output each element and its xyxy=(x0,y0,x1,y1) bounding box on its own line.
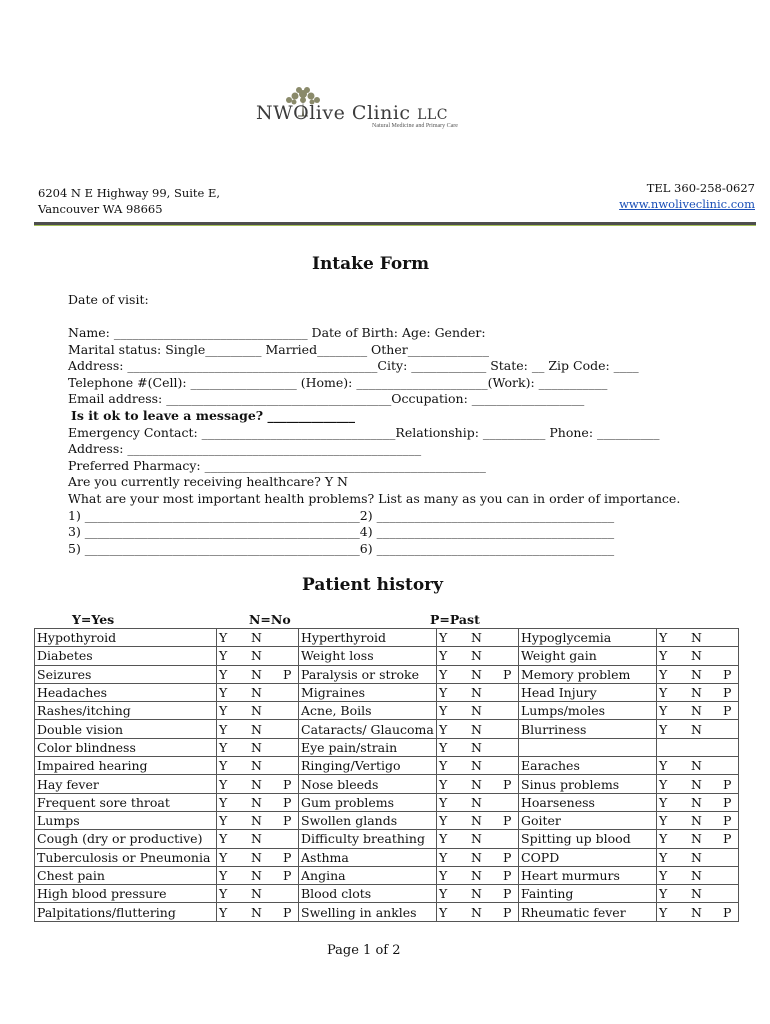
condition-label: Difficulty breathing xyxy=(299,830,437,848)
past-option[interactable]: P xyxy=(723,666,732,682)
past-option[interactable]: P xyxy=(723,685,732,701)
answer-options[interactable] xyxy=(437,885,519,903)
form-line-address[interactable]: Address: ________________________________________City: ____________ State: __ Zip Code: ____ xyxy=(68,358,639,374)
form-line-name[interactable]: Name: _______________________________ Date of Birth: Age: Gender: xyxy=(68,325,486,340)
telephone: TEL 360-258-0627 xyxy=(646,181,755,195)
answer-options[interactable] xyxy=(657,720,739,738)
logo-tagline: Natural Medicine and Primary Care xyxy=(372,123,458,129)
condition-label: Swelling in ankles xyxy=(299,903,437,921)
no-option[interactable]: N xyxy=(471,739,482,755)
past-option[interactable]: P xyxy=(503,868,512,883)
no-option[interactable]: N xyxy=(691,794,702,810)
condition-label: Weight gain xyxy=(519,647,657,665)
form-line-problems-5-6[interactable]: 5) ____________________________________________6) ______________________________________ xyxy=(68,540,615,556)
condition-label: Acne, Boils xyxy=(299,702,437,720)
yes-option[interactable]: Y xyxy=(219,794,228,810)
answer-options[interactable] xyxy=(437,793,519,811)
yes-option[interactable]: Y xyxy=(659,904,668,920)
condition-label: High blood pressure xyxy=(35,885,217,903)
condition-label: Diabetes xyxy=(35,647,217,665)
yes-option[interactable]: Y xyxy=(659,813,668,829)
yes-option[interactable]: Y xyxy=(219,886,228,902)
condition-label: Headaches xyxy=(35,683,217,701)
no-option[interactable]: N xyxy=(251,776,262,792)
no-option[interactable]: N xyxy=(471,685,482,701)
answer-options[interactable] xyxy=(217,757,299,775)
answer-options[interactable] xyxy=(437,702,519,720)
condition-label: Lumps/moles xyxy=(519,702,657,720)
no-option[interactable]: N xyxy=(471,666,482,682)
past-option[interactable]: P xyxy=(723,813,732,829)
no-option[interactable]: N xyxy=(251,703,262,719)
yes-option[interactable]: Y xyxy=(659,630,668,646)
condition-label: Cough (dry or productive) xyxy=(35,830,217,848)
legend-yes: Y=Yes xyxy=(72,612,115,627)
condition-label: Fainting xyxy=(519,885,657,903)
no-option[interactable]: N xyxy=(471,630,482,646)
condition-label: Heart murmurs xyxy=(519,866,657,884)
past-option[interactable]: P xyxy=(283,849,292,865)
answer-options[interactable] xyxy=(657,885,739,903)
no-option[interactable]: N xyxy=(251,721,262,737)
clinic-address xyxy=(38,185,220,217)
yes-option[interactable]: Y xyxy=(219,721,228,737)
yes-option[interactable]: Y xyxy=(219,813,228,829)
yes-option[interactable]: Y xyxy=(439,648,448,664)
date-of-visit-label: Date of visit: xyxy=(68,292,149,307)
yes-option[interactable]: Y xyxy=(439,886,448,902)
page-number: Page 1 of 2 xyxy=(327,943,401,958)
past-option[interactable]: P xyxy=(503,666,512,682)
condition-label: Memory problem xyxy=(519,665,657,683)
condition-label xyxy=(519,738,657,756)
answer-options[interactable] xyxy=(437,811,519,829)
condition-label: Hoarseness xyxy=(519,793,657,811)
no-option[interactable]: N xyxy=(471,703,482,719)
no-option[interactable]: N xyxy=(471,849,482,865)
yes-option[interactable]: Y xyxy=(659,831,668,847)
form-line-telephone[interactable]: Telephone #(Cell): _________________ (Home): _____________________(Work): ___________ xyxy=(68,374,608,390)
table-row xyxy=(35,885,739,903)
past-option[interactable]: P xyxy=(283,904,292,920)
table-row xyxy=(35,757,739,775)
past-option[interactable]: P xyxy=(283,813,292,829)
condition-label: Migraines xyxy=(299,683,437,701)
logo-name: NWOlive Clinic xyxy=(256,102,411,124)
no-option[interactable]: N xyxy=(691,666,702,682)
answer-options[interactable] xyxy=(217,629,299,647)
no-option[interactable]: N xyxy=(691,904,702,920)
past-option[interactable]: P xyxy=(503,886,512,902)
answer-options[interactable] xyxy=(657,811,739,829)
past-option[interactable]: P xyxy=(503,813,512,829)
no-option[interactable]: N xyxy=(251,666,262,682)
no-option[interactable]: N xyxy=(691,721,702,737)
yes-option[interactable]: Y xyxy=(439,758,448,774)
answer-options[interactable] xyxy=(217,903,299,921)
no-option[interactable]: N xyxy=(691,648,702,664)
yes-option[interactable]: Y xyxy=(659,703,668,719)
answer-options[interactable] xyxy=(217,720,299,738)
yes-option[interactable]: Y xyxy=(219,739,228,755)
no-option[interactable]: N xyxy=(471,868,482,883)
condition-label: Double vision xyxy=(35,720,217,738)
no-option[interactable]: N xyxy=(251,758,262,774)
no-option[interactable]: N xyxy=(691,813,702,829)
condition-label: Eye pain/strain xyxy=(299,738,437,756)
condition-label: Hay fever xyxy=(35,775,217,793)
yes-option[interactable]: Y xyxy=(659,685,668,701)
answer-options[interactable] xyxy=(657,738,739,756)
answer-options[interactable] xyxy=(217,647,299,665)
form-line-marital[interactable]: Marital status: Single_________ Married________ Other_____________ xyxy=(68,341,489,357)
condition-label: Nose bleeds xyxy=(299,775,437,793)
yes-option[interactable]: Y xyxy=(219,849,228,865)
past-option[interactable]: P xyxy=(283,666,292,682)
clinic-logo xyxy=(252,86,482,136)
condition-label: Hyperthyroid xyxy=(299,629,437,647)
condition-label: Palpitations/fluttering xyxy=(35,903,217,921)
no-option[interactable]: N xyxy=(251,904,262,920)
condition-label: Lumps xyxy=(35,811,217,829)
logo-llc: LLC xyxy=(417,107,448,123)
yes-option[interactable]: Y xyxy=(219,758,228,774)
yes-option[interactable]: Y xyxy=(659,794,668,810)
past-option[interactable]: P xyxy=(723,776,732,792)
answer-options[interactable] xyxy=(437,665,519,683)
yes-option[interactable]: Y xyxy=(439,685,448,701)
table-row xyxy=(35,830,739,848)
table-row xyxy=(35,775,739,793)
no-option[interactable]: N xyxy=(251,739,262,755)
no-option[interactable]: N xyxy=(691,703,702,719)
condition-label: Blurriness xyxy=(519,720,657,738)
form-title: Intake Form xyxy=(312,254,430,274)
past-option[interactable]: P xyxy=(723,794,732,810)
condition-label: Hypothyroid xyxy=(35,629,217,647)
yes-option[interactable]: Y xyxy=(659,776,668,792)
answer-options[interactable] xyxy=(217,683,299,701)
yes-option[interactable]: Y xyxy=(439,630,448,646)
condition-label: Asthma xyxy=(299,848,437,866)
answer-options[interactable] xyxy=(437,629,519,647)
form-line-problems-question: What are your most important health problems? List as many as you can in order of importance. xyxy=(68,490,681,506)
yes-option[interactable]: Y xyxy=(219,904,228,920)
answer-options[interactable] xyxy=(217,793,299,811)
answer-options[interactable] xyxy=(437,683,519,701)
past-option[interactable]: P xyxy=(283,776,292,792)
answer-options[interactable] xyxy=(657,757,739,775)
form-line-message[interactable]: Is it ok to leave a message? ______________ xyxy=(71,407,355,423)
no-option[interactable]: N xyxy=(251,868,262,883)
condition-label: Seizures xyxy=(35,665,217,683)
form-line-email[interactable]: Email address: ____________________________________Occupation: __________________ xyxy=(68,391,585,407)
past-option[interactable]: P xyxy=(503,904,512,920)
yes-option[interactable]: Y xyxy=(659,868,668,883)
condition-label: Weight loss xyxy=(299,647,437,665)
address-line-2: Vancouver WA 98665 xyxy=(38,202,163,216)
condition-label: Rashes/itching xyxy=(35,702,217,720)
no-option[interactable]: N xyxy=(471,648,482,664)
answer-options[interactable] xyxy=(437,866,519,884)
yes-option[interactable]: Y xyxy=(219,868,228,883)
answer-options[interactable] xyxy=(657,793,739,811)
form-line-problems-3-4[interactable]: 3) ____________________________________________4) ______________________________________ xyxy=(68,524,615,540)
answer-options[interactable] xyxy=(437,757,519,775)
no-option[interactable]: N xyxy=(691,868,702,883)
no-option[interactable]: N xyxy=(471,794,482,810)
yes-option[interactable]: Y xyxy=(439,794,448,810)
condition-label: Cataracts/ Glaucoma xyxy=(299,720,437,738)
answer-options[interactable] xyxy=(437,848,519,866)
yes-option[interactable]: Y xyxy=(439,849,448,865)
no-option[interactable]: N xyxy=(471,721,482,737)
legend-no: N=No xyxy=(249,612,291,627)
condition-label: Tuberculosis or Pneumonia xyxy=(35,848,217,866)
answer-options[interactable] xyxy=(437,738,519,756)
past-option[interactable]: P xyxy=(283,794,292,810)
website-link[interactable]: www.nwoliveclinic.com xyxy=(619,197,755,211)
answer-options[interactable] xyxy=(437,647,519,665)
table-row xyxy=(35,720,739,738)
answer-options[interactable] xyxy=(657,683,739,701)
past-option[interactable]: P xyxy=(283,868,292,883)
past-option[interactable]: P xyxy=(503,776,512,792)
yes-option[interactable]: Y xyxy=(219,831,228,847)
answer-options[interactable] xyxy=(217,702,299,720)
answer-options[interactable] xyxy=(657,647,739,665)
yes-option[interactable]: Y xyxy=(219,776,228,792)
clinic-contact xyxy=(619,180,755,212)
table-row xyxy=(35,903,739,921)
yes-option[interactable]: Y xyxy=(659,721,668,737)
no-option[interactable]: N xyxy=(691,886,702,902)
answer-options[interactable] xyxy=(657,903,739,921)
answer-options[interactable] xyxy=(217,866,299,884)
answer-options[interactable] xyxy=(437,903,519,921)
no-option[interactable]: N xyxy=(691,831,702,847)
no-option[interactable]: N xyxy=(471,886,482,902)
answer-options[interactable] xyxy=(437,775,519,793)
yes-option[interactable]: Y xyxy=(439,666,448,682)
no-option[interactable]: N xyxy=(251,813,262,829)
table-row xyxy=(35,629,739,647)
yes-option[interactable]: Y xyxy=(659,648,668,664)
table-row xyxy=(35,683,739,701)
table-row xyxy=(35,738,739,756)
yes-option[interactable]: Y xyxy=(219,703,228,719)
condition-label: Rheumatic fever xyxy=(519,903,657,921)
table-row xyxy=(35,647,739,665)
no-option[interactable]: N xyxy=(691,776,702,792)
form-line-healthcare[interactable]: Are you currently receiving healthcare? Y N xyxy=(68,474,348,490)
no-option[interactable]: N xyxy=(251,630,262,646)
no-option[interactable]: N xyxy=(251,886,262,902)
answer-options[interactable] xyxy=(657,775,739,793)
header-divider-accent xyxy=(34,225,756,226)
answer-options[interactable] xyxy=(217,665,299,683)
yes-option[interactable]: Y xyxy=(439,904,448,920)
answer-options[interactable] xyxy=(217,775,299,793)
no-option[interactable]: N xyxy=(251,685,262,701)
condition-label: Spitting up blood xyxy=(519,830,657,848)
answer-options[interactable] xyxy=(657,866,739,884)
form-line-emergency-address[interactable]: Address: _______________________________________________ xyxy=(68,441,422,457)
yes-option[interactable]: Y xyxy=(659,666,668,682)
yes-option[interactable]: Y xyxy=(439,739,448,755)
yes-option[interactable]: Y xyxy=(659,849,668,865)
answer-options[interactable] xyxy=(657,848,739,866)
no-option[interactable]: N xyxy=(251,849,262,865)
yes-option[interactable]: Y xyxy=(219,666,228,682)
answer-options[interactable] xyxy=(657,629,739,647)
past-option[interactable]: P xyxy=(723,831,732,847)
legend-past: P=Past xyxy=(430,612,480,627)
past-option[interactable]: P xyxy=(503,849,512,865)
history-table xyxy=(34,628,739,922)
no-option[interactable]: N xyxy=(471,776,482,792)
no-option[interactable]: N xyxy=(251,794,262,810)
condition-label: Goiter xyxy=(519,811,657,829)
form-line-emergency[interactable]: Emergency Contact: _______________________________Relationship: __________ Phone: __________ xyxy=(68,424,660,440)
past-option[interactable]: P xyxy=(723,904,732,920)
no-option[interactable]: N xyxy=(691,849,702,865)
condition-label: Angina xyxy=(299,866,437,884)
intake-fields xyxy=(68,325,680,557)
table-row xyxy=(35,665,739,683)
past-option[interactable]: P xyxy=(723,703,732,719)
yes-option[interactable]: Y xyxy=(439,703,448,719)
condition-label: Hypoglycemia xyxy=(519,629,657,647)
condition-label: Blood clots xyxy=(299,885,437,903)
form-line-problems-1-2[interactable]: 1) ____________________________________________2) ______________________________________ xyxy=(68,507,615,523)
yes-option[interactable]: Y xyxy=(439,776,448,792)
condition-label: Swollen glands xyxy=(299,811,437,829)
condition-label: Chest pain xyxy=(35,866,217,884)
condition-label: Ringing/Vertigo xyxy=(299,757,437,775)
no-option[interactable]: N xyxy=(471,813,482,829)
table-row xyxy=(35,866,739,884)
yes-option[interactable]: Y xyxy=(219,685,228,701)
condition-label: Frequent sore throat xyxy=(35,793,217,811)
answer-options[interactable] xyxy=(217,848,299,866)
condition-label: Head Injury xyxy=(519,683,657,701)
answer-options[interactable] xyxy=(657,702,739,720)
table-row xyxy=(35,848,739,866)
condition-label: COPD xyxy=(519,848,657,866)
answer-options[interactable] xyxy=(217,738,299,756)
yes-option[interactable]: Y xyxy=(219,648,228,664)
answer-options[interactable] xyxy=(217,885,299,903)
yes-option[interactable]: Y xyxy=(439,721,448,737)
condition-label: Earaches xyxy=(519,757,657,775)
yes-option[interactable]: Y xyxy=(219,630,228,646)
no-option[interactable]: N xyxy=(471,904,482,920)
yes-option[interactable]: Y xyxy=(659,758,668,774)
history-title: Patient history xyxy=(302,575,444,595)
address-line-1: 6204 N E Highway 99, Suite E, xyxy=(38,186,221,200)
answer-options[interactable] xyxy=(657,830,739,848)
yes-option[interactable]: Y xyxy=(659,886,668,902)
table-row xyxy=(35,702,739,720)
yes-option[interactable]: Y xyxy=(439,831,448,847)
no-option[interactable]: N xyxy=(691,630,702,646)
condition-label: Sinus problems xyxy=(519,775,657,793)
table-row xyxy=(35,811,739,829)
no-option[interactable]: N xyxy=(251,831,262,847)
answer-options[interactable] xyxy=(657,665,739,683)
condition-label: Color blindness xyxy=(35,738,217,756)
yes-option[interactable]: Y xyxy=(439,868,448,883)
form-line-pharmacy[interactable]: Preferred Pharmacy: _____________________________________________ xyxy=(68,457,486,473)
condition-label: Impaired hearing xyxy=(35,757,217,775)
table-row xyxy=(35,793,739,811)
no-option[interactable]: N xyxy=(691,685,702,701)
answer-options[interactable] xyxy=(437,830,519,848)
yes-option[interactable]: Y xyxy=(439,813,448,829)
no-option[interactable]: N xyxy=(471,831,482,847)
no-option[interactable]: N xyxy=(251,648,262,664)
condition-label: Paralysis or stroke xyxy=(299,665,437,683)
no-option[interactable]: N xyxy=(471,758,482,774)
no-option[interactable]: N xyxy=(691,758,702,774)
condition-label: Gum problems xyxy=(299,793,437,811)
answer-options[interactable] xyxy=(217,830,299,848)
answer-options[interactable] xyxy=(217,811,299,829)
answer-options[interactable] xyxy=(437,720,519,738)
